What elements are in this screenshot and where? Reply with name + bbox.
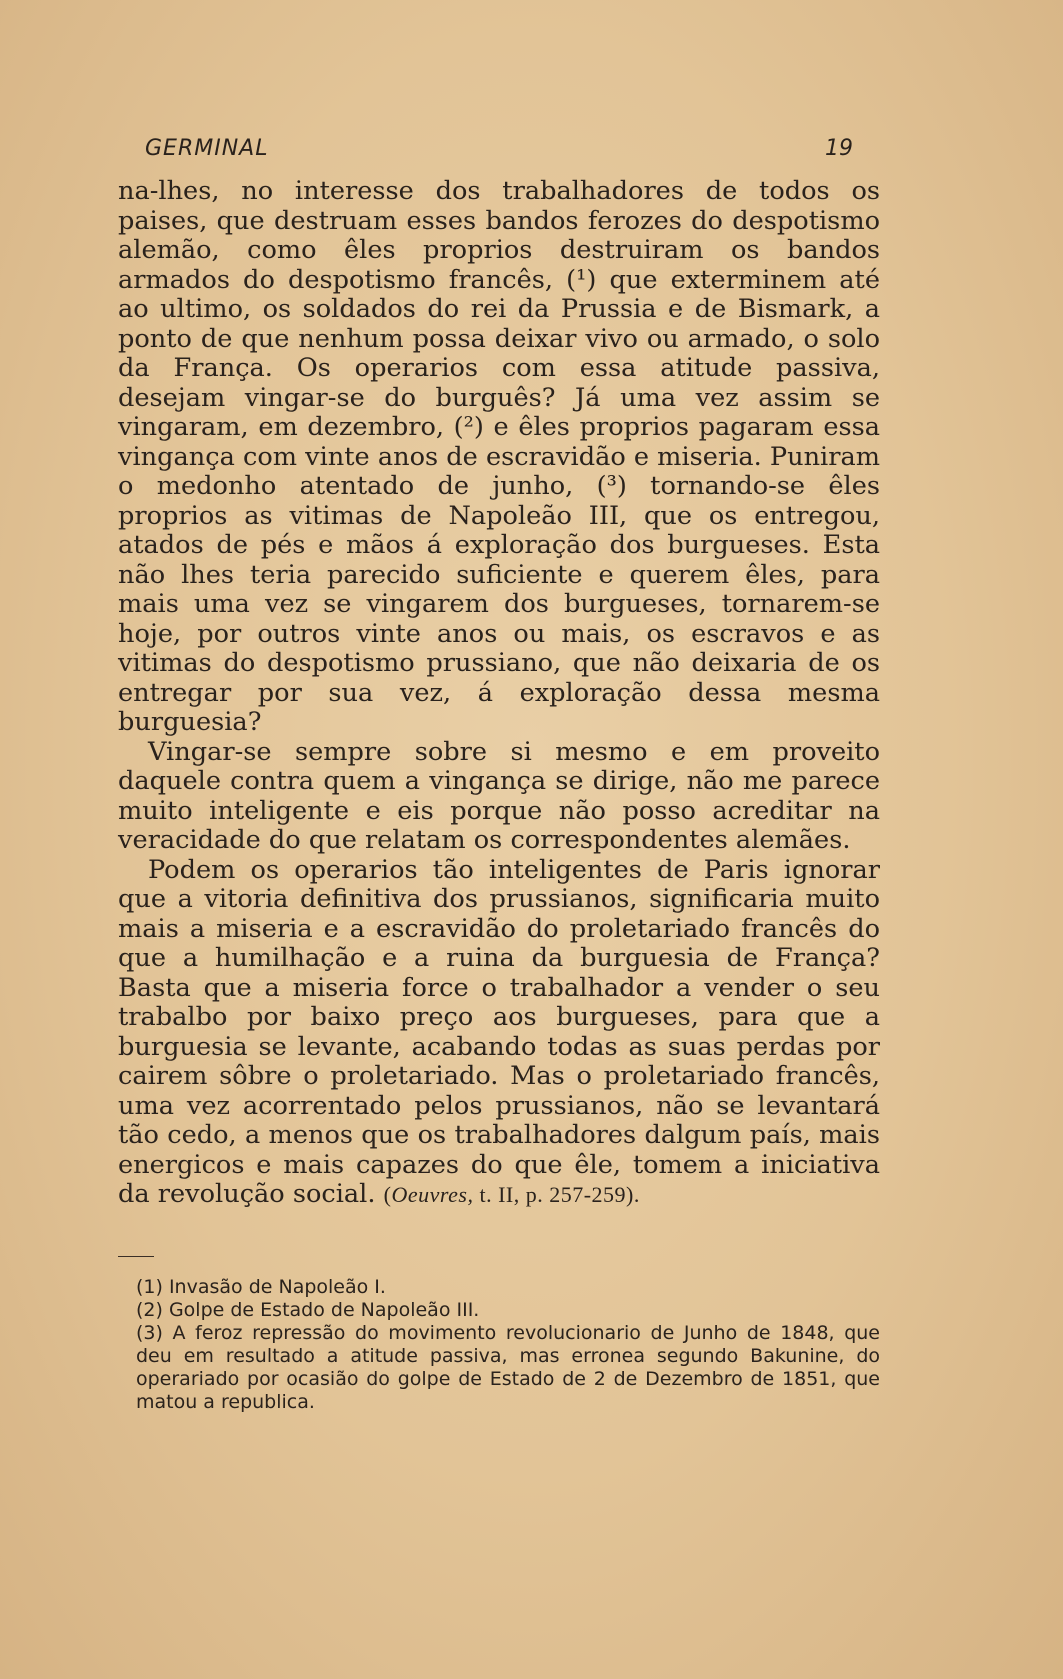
footnote: (1) Invasão de Napoleão I. <box>136 1276 386 1298</box>
footnote-divider <box>118 1256 154 1257</box>
running-title: GERMINAL <box>145 136 269 161</box>
footnote: (3) A feroz repressão do movimento revolucionario de Junho de 1848, que deu em resultado a atitude passiva, mas erronea segundo Bakunine, do operariado por ocasião do golpe de Estado de 2 de Dezembro de 1851, que matou a republica. <box>136 1322 880 1413</box>
footnote: (2) Golpe de Estado de Napoleão III. <box>136 1299 480 1321</box>
paragraph: Vingar-se sempre sobre si mesmo e em proveito daquele contra quem a vingança se dirige, não me parece muito inteligente e eis porque não posso acreditar na veracidade do que relatam os correspondentes alemães. <box>118 736 880 855</box>
paragraph-text: Podem os operarios tão inteligentes de Paris ignorar que a vitoria definitiva dos prussianos, significaria muito mais a miseria e a escravidão do proletariado francês do que a humilhação e a ruina da burguesia de França? Basta que a miseria force o trabalhador a vender o seu trabalbo por baixo preço aos burgueses, para que a burguesia se levante, acabando todas as suas perdas por cairem sôbre o proletariado. Mas o proletariado francês, uma vez acorrentado pelos prussianos, não se levantará tão cedo, a menos que os trabalhadores dalgum país, mais energicos e mais capazes do que êle, tomem a iniciativa da revolução social. <box>118 854 880 1209</box>
paragraph-with-citation <box>118 856 880 1210</box>
citation-work-title: Oeuvres, <box>391 1182 474 1207</box>
citation-open: ( <box>383 1182 392 1207</box>
running-head <box>145 128 875 168</box>
citation-details: t. II, p. 257-259). <box>473 1182 640 1207</box>
paragraph: na-lhes, no interesse dos trabalhadores de todos os paises, que destruam esses bandos ferozes do despotismo alemão, como êles proprios destruiram os bandos armados do despotismo francês, (¹) que exterminem até ao ultimo, os soldados do rei da Prussia e de Bismark, a ponto de que nenhum possa deixar vivo ou armado, o solo da França. Os operarios com essa atitude passiva, desejam vingar-se do burguês? Já uma vez assim se vingaram, em dezembro, (²) e êles proprios pagaram essa vingança com vinte anos de escravidão e miseria. Puniram o medonho atentado de junho, (³) tornando-se êles proprios as vitimas de Napoleão III, que os entregou, atados de pés e mãos á exploração dos burgueses. Esta não lhes teria parecido suficiente e querem êles, para mais uma vez se vingarem dos burgueses, tornarem-se hoje, por outros vinte anos ou mais, os escravos e as vitimas do despotismo prussiano, que não deixaria de os entregar por sua vez, á exploração dessa mesma burguesia? <box>118 176 880 737</box>
footnotes <box>136 1276 880 1414</box>
body-text <box>118 177 880 1210</box>
citation <box>384 1182 640 1207</box>
page-number: 19 <box>825 136 853 161</box>
